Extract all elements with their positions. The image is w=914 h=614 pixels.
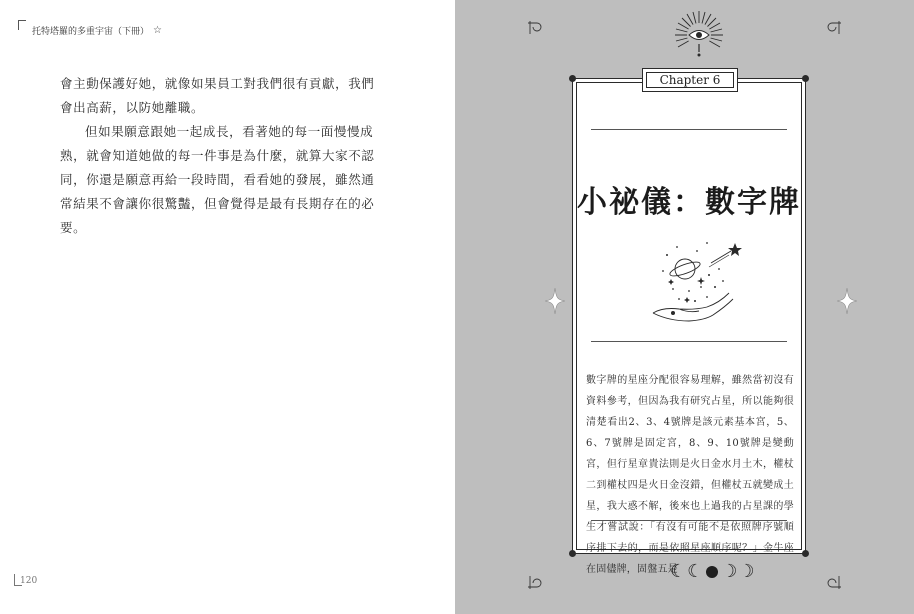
left-page: [0, 0, 455, 614]
running-head-text: 托特塔羅的多重宇宙（下冊）: [32, 27, 150, 37]
sun-eye-icon: [672, 8, 726, 62]
crescent-moon-icon: ☽: [721, 561, 738, 582]
corner-swirl-icon: [820, 568, 842, 590]
corner-dot-icon: [569, 75, 576, 82]
corner-dot-icon: [802, 550, 809, 557]
corner-dot-icon: [569, 550, 576, 557]
crescent-moon-icon: ☽: [738, 561, 755, 582]
crescent-moon-icon: ☾: [687, 561, 704, 582]
right-page: [455, 0, 914, 614]
corner-swirl-icon: [820, 20, 842, 42]
moon-phases-icon: [670, 563, 755, 581]
sparkle-icon: [837, 288, 857, 314]
running-head: [18, 24, 162, 37]
chapter-body-text: 數字牌的星座分配很容易理解，雖然當初沒有資料參考，但因為我有研究占星，所以能夠很清楚看出2、3、4號牌是該元素基本宮，5、6、7號牌是固定宮，8、9、10號牌是變動宮，但行星章貴法則是火日金水月土木，權杖二到權杖四是火日金沒錯，但權杖五就變成土星，我大惑不解，後來也上過我的占星課的學生才嘗試說：「有沒有可能不是依照牌序號順序排下去的，而是依照星座順序呢？」金牛座在固儘牌，固盤五是: [586, 375, 794, 575]
page-number: 120: [20, 576, 38, 586]
chapter-card: [572, 73, 806, 575]
divider: [591, 341, 787, 342]
star-outline-icon: ☆: [153, 25, 162, 36]
paragraph: 會主動保護好她，就像如果員工對我們很有貢獻，我們會出高薪，以防她離職。: [60, 76, 375, 115]
hand-holding-planet-and-stars-icon: [649, 237, 749, 337]
divider: [591, 520, 787, 521]
body-text: [60, 72, 380, 240]
chapter-label-inner-border: [646, 72, 734, 88]
chapter-title: 小祕儀：數字牌: [577, 185, 801, 220]
corner-dot-icon: [802, 75, 809, 82]
crescent-moon-icon: ☾: [670, 561, 687, 582]
divider: [591, 129, 787, 130]
corner-swirl-icon: [527, 568, 549, 590]
sparkle-icon: [545, 288, 565, 314]
paragraph: 但如果願意跟她一起成長，看著她的每一面慢慢成熟，就會知道她做的每一件事是為什麼，就算大家不認同，你還是願意再給一段時間，看看她的發展，雖然通常結果不會讓你很驚豔，但會覺得是最有長期存在的必要。: [60, 124, 375, 235]
chapter-label: Chapter 6: [659, 73, 721, 87]
corner-swirl-icon: [527, 20, 549, 42]
chapter-label-box: [642, 68, 738, 92]
full-moon-icon: [706, 566, 718, 578]
